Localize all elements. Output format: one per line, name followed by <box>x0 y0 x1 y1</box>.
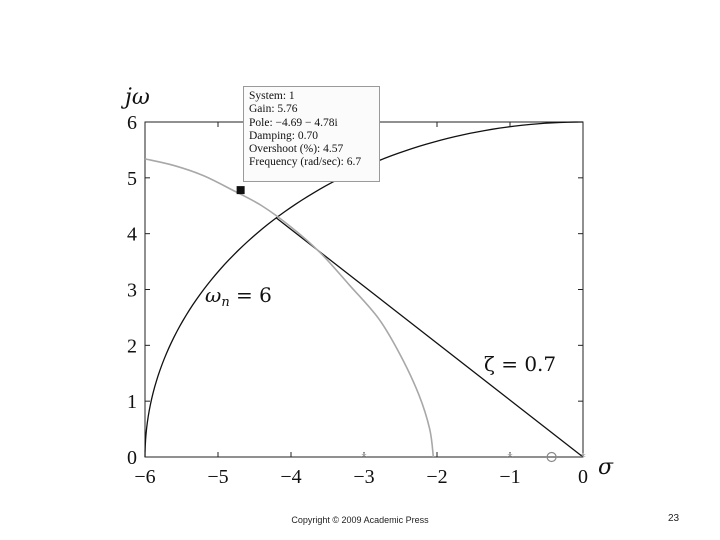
datatip-line-damping: Damping: 0.70 <box>249 129 318 142</box>
datatip-box <box>243 86 380 182</box>
datatip-line-pole: Pole: −4.69 − 4.78i <box>249 116 338 129</box>
slide-number: 23 <box>668 513 680 524</box>
y-tick-label: 6 <box>127 112 137 134</box>
x-tick-label: −4 <box>280 466 302 488</box>
datatip-line-frequency: Frequency (rad/sec): 6.7 <box>249 156 362 169</box>
pole-star-marker: * <box>361 451 367 464</box>
zeta-annotation: ζ = 0.7 <box>484 352 557 376</box>
pole-star-marker: * <box>580 451 586 464</box>
y-tick-label: 3 <box>127 279 137 302</box>
x-tick-label: −2 <box>426 466 448 488</box>
x-tick-label: 0 <box>578 466 588 488</box>
selected-pole-marker <box>237 186 245 194</box>
datatip-line-gain: Gain: 5.76 <box>249 103 298 116</box>
y-tick-label: 1 <box>127 391 137 414</box>
y-tick-label: 0 <box>127 447 137 469</box>
x-tick-label: −3 <box>353 466 375 488</box>
y-tick-label: 4 <box>127 223 137 246</box>
wn-subscript: n <box>221 295 230 310</box>
wn-annotation <box>205 283 272 310</box>
wn-symbol: ω <box>205 283 222 307</box>
x-tick-label: −5 <box>207 466 229 488</box>
x-tick-label: −6 <box>134 466 156 488</box>
datatip-line-system: System: 1 <box>249 90 295 102</box>
y-tick-label: 2 <box>127 335 137 358</box>
y-tick-label: 5 <box>127 167 137 190</box>
y-axis-label: jω <box>125 85 150 110</box>
datatip-line-overshoot: Overshoot (%): 4.57 <box>249 143 344 156</box>
wn-value: = 6 <box>229 283 272 307</box>
copyright-text: Copyright © 2009 Academic Press <box>291 515 429 525</box>
x-axis-label: σ <box>598 455 614 480</box>
root-locus-curve <box>145 159 433 457</box>
pole-star-marker: * <box>507 451 513 464</box>
x-tick-label: −1 <box>499 466 521 488</box>
